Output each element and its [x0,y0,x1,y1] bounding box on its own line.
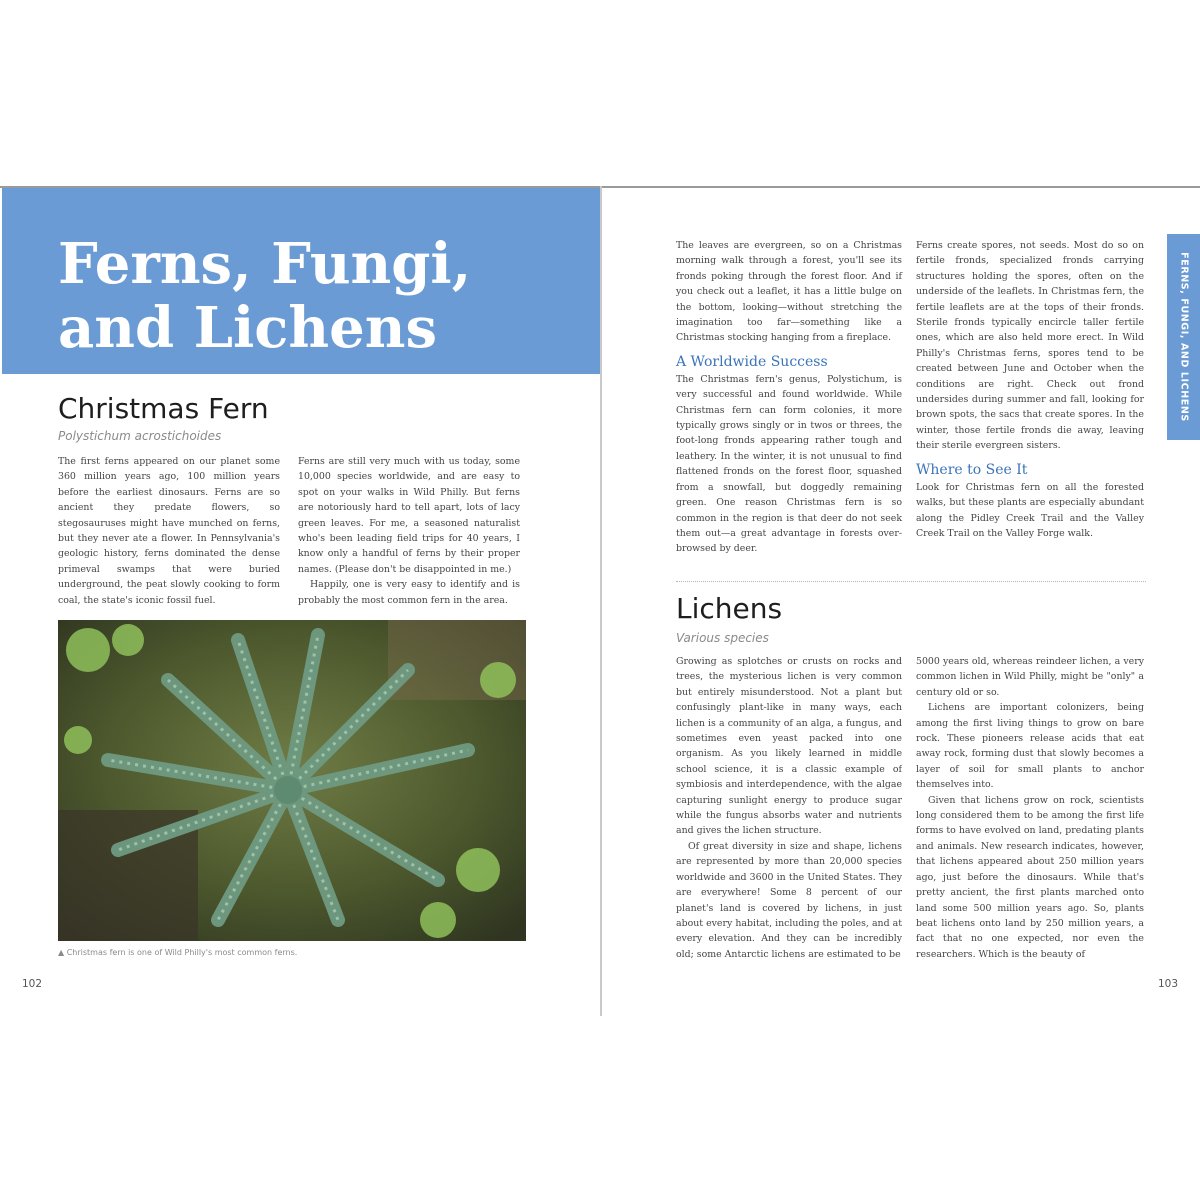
paragraph: Ferns create spores, not seeds. Most do so on fertile fronds, specialized fronds carrying structures holding the spores, often on the underside of the leaflets. In Christmas fern, the fertile leaflets are at the tops of their fronds. Sterile fronds typically encircle taller fertile ones, which are also held more erect. In Wild Philly's Christmas ferns, spores tend to be created between June and October when the conditions are right. Check out frond undersides during summer and fall, looking for brown spots, the sacs that create spores. In the winter, those fertile fronds die away, leaving their sterile evergreen sisters. [916,240,1144,452]
paragraph: Ferns are still very much with us today, some 10,000 species worldwide, and are easy to spot on your walks in Wild Philly. But ferns are notoriously hard to tell apart, lots of lacy green leaves. For me, a seasoned naturalist who's been leading field trips for 40 years, I know only a handful of ferns by their proper names. (Please don't be disappointed in me.) [298,456,520,575]
book-spread [0,186,1200,1016]
paragraph: Look for Christmas fern on all the forested walks, but these plants are especially abundant along the Pidley Creek Trail and the Valley Creek Trail on the Valley Forge walk. [916,481,1144,539]
chapter-title-block [2,188,600,374]
side-tab-label: FERNS, FUNGI, AND LICHENS [1178,252,1189,422]
text-column-1 [58,454,280,608]
paragraph: The Christmas fern's genus, Polystichum, is very successful and found worldwide. While Christmas fern can form colonies, it more typically grows singly or in twos or threes, the foot-long fronds appearing rather tough and leathery. In the winter, it is not unusual to find flattened fronds on the forest floor, squashed from a snowfall, but doggedly remaining green. One reason Christmas fern is so common in the region is that deer do not seek them out—a great advantage in forests over-browsed by deer. [676,373,902,555]
page-number-right: 103 [1158,978,1179,990]
paragraph: 5000 years old, whereas reindeer lichen, a very common lichen in Wild Philly, might be "only" a century old or so. [916,656,1144,698]
right-text-column-1 [676,238,902,557]
paragraph: Happily, one is very easy to identify and is probably the most common fern in the area. [298,579,520,606]
text-column-2 [298,454,520,608]
subhead-where-to-see: Where to See It [916,461,1028,478]
paragraph: Given that lichens grow on rock, scientists long considered them to be among the first life forms to have evolved on land, predating plants and animals. New research indicates, however, that lichens appeared about 250 million years ago, just before the dinosaurs. While that's pretty ancient, the first plants marched onto land some 500 million years ago. So, plants beat lichens onto land by 250 million years, a fact that no one expected, nor even the researchers. Which is the beauty of [916,794,1144,960]
section-heading: Christmas Fern [58,392,269,425]
lichens-column-1 [676,654,902,962]
paragraph: The first ferns appeared on our planet some 360 million years ago, 100 million years before the earliest dinosaurs. Ferns are so ancient they predate flowers, so stegosauruses might have munched on ferns, but they never ate a flower. In Pennsylvania's geologic history, ferns dominated the dense primeval swamps that were buried underground, the peat slowly cooking to form coal, the state's iconic fossil fuel. [58,456,280,606]
paragraph: Of great diversity in size and shape, lichens are represented by more than 20,000 species worldwide and 3600 in the United States. They are everywhere! Some 8 percent of our planet's land is covered by lichens, in just about every habitat, including the poles, and at every elevation. And they can be incredibly old; some Antarctic lichens are estimated to be [676,840,902,960]
section-divider [676,581,1146,582]
fern-illustration [58,620,526,941]
section-heading-lichens: Lichens [676,592,783,625]
lichens-column-2 [916,654,1144,962]
paragraph: Lichens are important colonizers, being among the first living things to grow on bare rock. These pioneers release acids that eat away rock, forming dust that slowly becomes a layer of soil for small plants to anchor themselves into. [916,702,1144,791]
paragraph: Growing as splotches or crusts on rocks and trees, the mysterious lichen is very common but entirely misunderstood. Not a plant but confusingly plant-like in many ways, each lichen is a community of an alga, a fungus, and sometimes even yeast packed into one organism. As you likely learned in middle school science, it is a classic example of symbiosis and interdependence, with the algae capturing sunlight energy to produce sugar while the fungus absorbs water and nutrients and gives the lichen structure. [676,656,902,837]
chapter-side-tab [1167,234,1200,440]
chapter-title: Ferns, Fungi, and Lichens [58,231,472,361]
fern-photo [58,620,526,941]
subhead-worldwide-success: A Worldwide Success [676,353,828,370]
paragraph: The leaves are evergreen, so on a Christmas morning walk through a forest, you'll see its fronds poking through the forest floor. And if you check out a leaflet, it has a little bulge on the bottom, looking—without stretching the imagination too far—something like a Christmas stocking hanging from a fireplace. [676,240,902,344]
photo-caption: ▲ Christmas fern is one of Wild Philly's most common ferns. [58,948,298,957]
scientific-name: Polystichum acrostichoides [58,429,222,443]
scientific-name-lichens: Various species [676,631,769,645]
page-number-left: 102 [22,978,43,990]
right-text-column-2 [916,238,1144,541]
gutter [600,186,602,1016]
